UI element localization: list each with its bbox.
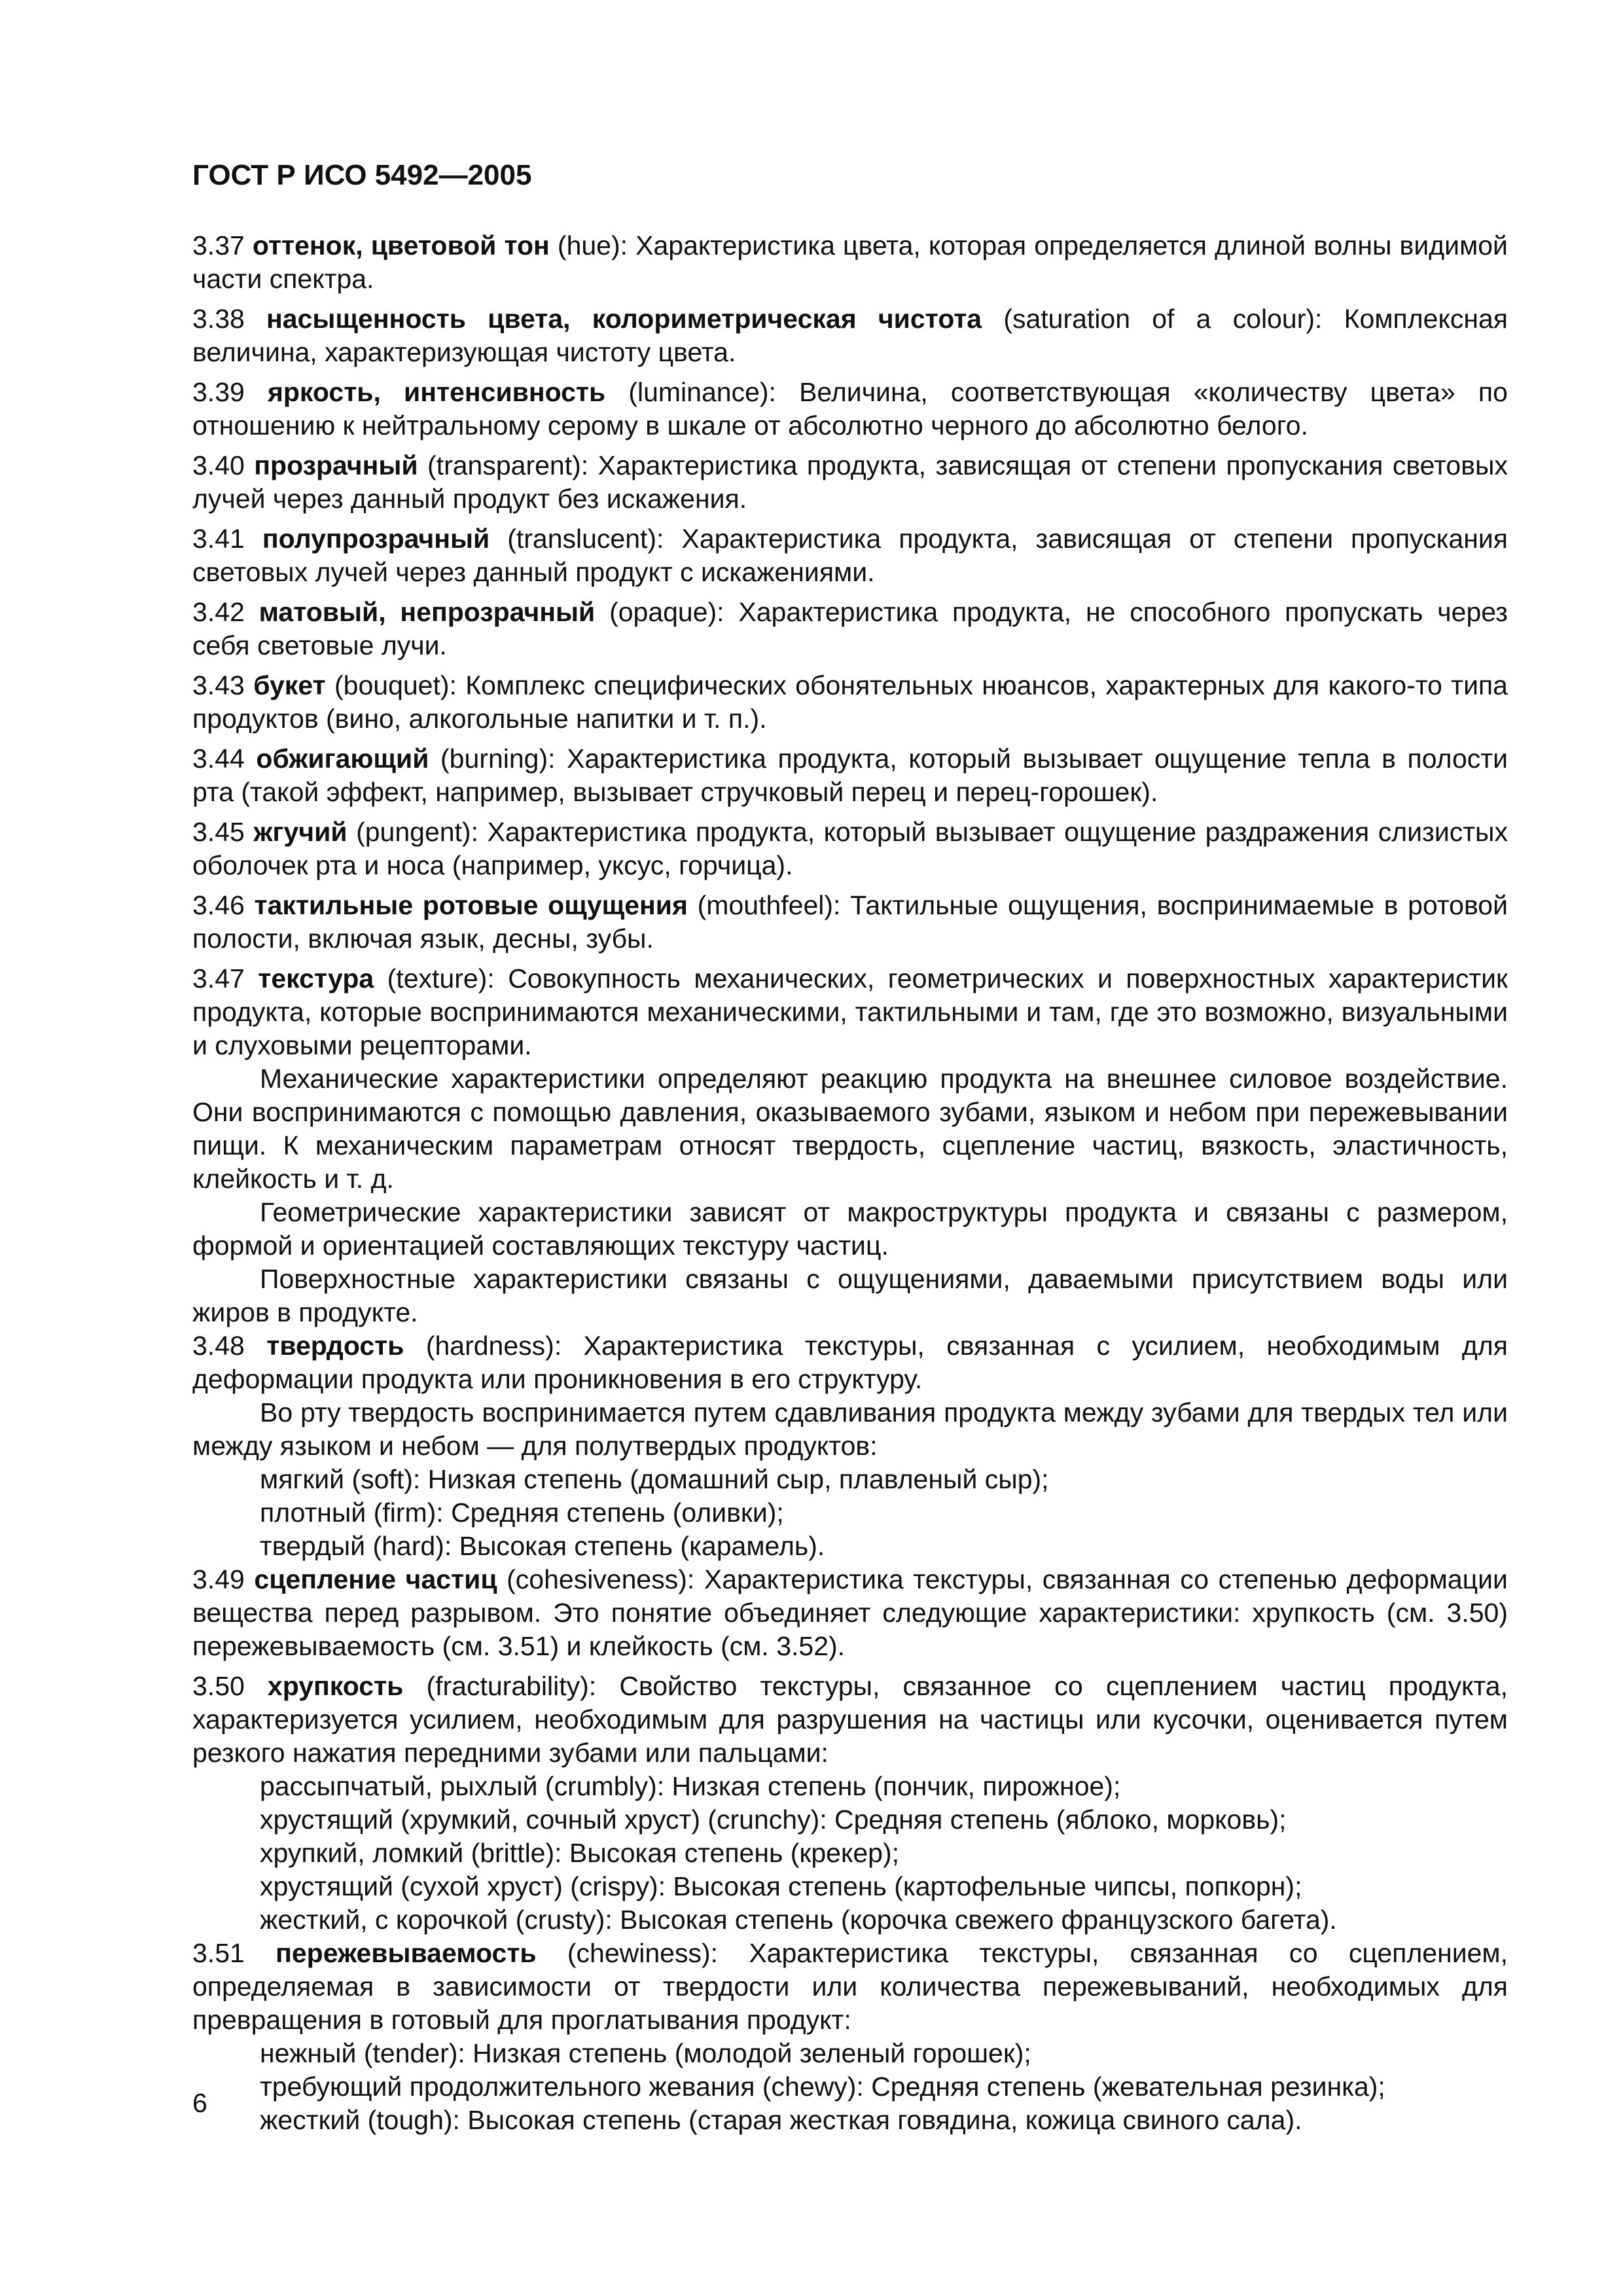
entry-english: (burning):: [440, 744, 556, 774]
entry-number: 3.44: [192, 744, 245, 774]
entry-english: (bouquet):: [334, 670, 457, 700]
list-item: хрустящий (сухой хруст) (crispy): Высокая степень (картофельные чипсы, попкорн);: [260, 1871, 1302, 1901]
texture-mechanical-paragraph: Механические характеристики определяют реакцию продукта на внешнее силовое воздействие. Они воспринимаются с помощью давления, оказываемого зубами, языком и небом при пережевывании пищи. К механическим параметрам относят твердость, сцепление частиц, вязкость, эластичность, клейкость и т. д.: [192, 1064, 1508, 1194]
entry-definition: Тактильные ощущения, воспринимаемые в ротовой полости, включая язык, десны, зубы.: [192, 890, 1508, 954]
list-item: твердый (hard): Высокая степень (карамель).: [260, 1531, 825, 1561]
entry-definition: Совокупность механических, геометрических и поверхностных характеристик продукта, которые воспринимаются механическими, тактильными и там, где это возможно, визуальными и слуховыми рецепторами.: [192, 963, 1508, 1060]
entry-english: (texture):: [387, 963, 495, 994]
entry-3-44: [192, 742, 1508, 809]
entry-number: 3.45: [192, 817, 245, 847]
list-item: жесткий (tough): Высокая степень (старая жесткая говядина, кожица свиного сала).: [260, 2105, 1302, 2135]
entry-3-51: [192, 1937, 1508, 2037]
entry-3-46: [192, 889, 1508, 956]
entry-term: насыщенность цвета, колориметрическая чистота: [266, 304, 982, 334]
entry-number: 3.39: [192, 377, 245, 407]
entry-term: обжигающий: [256, 744, 429, 774]
entry-number: 3.43: [192, 670, 245, 700]
entry-english: (chewiness):: [567, 1938, 719, 1968]
entry-3-50: [192, 1670, 1508, 1770]
entry-definition: Характеристика текстуры, связанная со сцеплением, определяемая в зависимости от твердости или количества пережевываний, необходимых для превращения в готовый для проглатывания продукт:: [192, 1938, 1508, 2035]
entry-term: тактильные ротовые ощущения: [254, 890, 688, 920]
entry-english: (hue):: [557, 230, 628, 260]
document-page: [192, 157, 1508, 2137]
entry-definition: Характеристика продукта, не способного пропускать через себя световые лучи.: [192, 597, 1508, 660]
entry-number: 3.46: [192, 890, 245, 920]
list-item: хрупкий, ломкий (brittle): Высокая степень (крекер);: [260, 1838, 899, 1868]
entry-definition: Характеристика текстуры, связанная с усилием, необходимым для деформации продукта или проникновения в его структуру.: [192, 1331, 1508, 1394]
entry-3-41: [192, 522, 1508, 589]
entry-number: 3.40: [192, 450, 245, 480]
entry-term: букет: [253, 670, 326, 700]
entry-term: хрупкость: [267, 1671, 404, 1701]
entry-term: жгучий: [253, 817, 348, 847]
entry-english: (opaque):: [609, 597, 724, 627]
list-item: плотный (firm): Средняя степень (оливки);: [260, 1498, 784, 1528]
entry-3-49: [192, 1563, 1508, 1663]
entry-english: (hardness):: [425, 1331, 562, 1361]
entry-english: (saturation of a colour):: [1003, 304, 1323, 334]
entry-number: 3.50: [192, 1671, 245, 1701]
entry-term: твердость: [266, 1331, 404, 1361]
entry-term: сцепление частиц: [254, 1564, 497, 1594]
entry-term: пережевываемость: [276, 1938, 537, 1968]
entry-definition: Величина, соответствующая «количеству цвета» по отношению к нейтральному серому в шкале от абсолютно черного до абсолютно белого.: [192, 377, 1508, 440]
entry-3-42: [192, 596, 1508, 662]
entry-term: текстура: [258, 963, 374, 994]
list-item: мягкий (soft): Низкая степень (домашний сыр, плавленый сыр);: [260, 1464, 1049, 1494]
entry-english: (cohesiveness):: [507, 1564, 695, 1594]
entry-3-48: [192, 1329, 1508, 1396]
entry-definition: Характеристика продукта, который вызывает ощущение тепла в полости рта (такой эффект, например, вызывает стручковый перец и перец-горошек).: [192, 744, 1508, 807]
entry-number: 3.49: [192, 1564, 245, 1594]
entry-definition: Комплексная величина, характеризующая чистоту цвета.: [192, 304, 1508, 367]
entry-3-43: [192, 669, 1508, 736]
entry-3-40: [192, 449, 1508, 516]
entry-definition: Характеристика продукта, зависящая от степени пропускания световых лучей через данный продукт с искажениями.: [192, 524, 1508, 587]
texture-surface-paragraph: Поверхностные характеристики связаны с ощущениями, даваемыми присутствием воды или жиров в продукте.: [192, 1264, 1508, 1327]
entry-definition: Характеристика продукта, который вызывает ощущение раздражения слизистых оболочек рта и носа (например, уксус, горчица).: [192, 817, 1508, 880]
entry-3-47: [192, 962, 1508, 1062]
entry-definition: Комплекс специфических обонятельных нюансов, характерных для какого-то типа продуктов (вино, алкогольные напитки и т. п.).: [192, 670, 1508, 734]
entry-3-37: [192, 229, 1508, 296]
entry-number: 3.41: [192, 524, 245, 554]
entry-definition: Свойство текстуры, связанное со сцеплением частиц продукта, характеризуется усилием, необходимым для разрушения на частицы или кусочки, оценивается путем резкого нажатия передними зубами или пальцами:: [192, 1671, 1508, 1768]
list-item: хрустящий (хрумкий, сочный хруст) (crunchy): Средняя степень (яблоко, морковь);: [260, 1804, 1287, 1835]
entry-english: (translucent):: [507, 524, 664, 554]
entry-number: 3.51: [192, 1938, 245, 1968]
entry-number: 3.38: [192, 304, 245, 334]
entry-english: (pungent):: [356, 817, 478, 847]
entry-term: матовый, непрозрачный: [259, 597, 596, 627]
texture-geometric-paragraph: Геометрические характеристики зависят от макроструктуры продукта и связаны с размером, формой и ориентацией составляющих текстуру частиц.: [192, 1197, 1508, 1261]
entry-number: 3.47: [192, 963, 245, 994]
list-item: жесткий, с корочкой (crusty): Высокая степень (корочка свежего французского багета).: [260, 1905, 1337, 1935]
entry-english: (mouthfeel):: [697, 890, 841, 920]
entry-number: 3.42: [192, 597, 245, 627]
entry-term: яркость, интенсивность: [267, 377, 606, 407]
entry-term: оттенок, цветовой тон: [252, 230, 550, 260]
entry-3-39: [192, 376, 1508, 442]
entry-english: (fracturability):: [426, 1671, 597, 1701]
entry-english: (transparent):: [427, 450, 589, 480]
entry-definition: Характеристика продукта, зависящая от степени пропускания световых лучей через данный продукт без искажения.: [192, 450, 1508, 514]
entry-definition: Характеристика цвета, которая определяется длиной волны видимой части спектра.: [192, 230, 1508, 294]
page-number: 6: [192, 2088, 207, 2118]
hardness-paragraph: Во рту твердость воспринимается путем сдавливания продукта между зубами для твердых тел или между языком и небом — для полутвердых продуктов:: [192, 1397, 1508, 1461]
entry-english: (luminance):: [628, 377, 776, 407]
document-header: ГОСТ Р ИСО 5492—2005: [192, 159, 532, 191]
list-item: нежный (tender): Низкая степень (молодой зеленый горошек);: [260, 2038, 1031, 2068]
entry-term: прозрачный: [254, 450, 418, 480]
entry-definition: Характеристика текстуры, связанная со степенью деформации вещества перед разрывом. Это понятие объединяет следующие характеристики: хрупкость (см. 3.50) пережевываемость (см. 3.51) и клейкость (см. 3.52).: [192, 1564, 1508, 1661]
list-item: рассыпчатый, рыхлый (crumbly): Низкая степень (пончик, пирожное);: [260, 1771, 1121, 1801]
entry-3-38: [192, 302, 1508, 369]
entry-number: 3.48: [192, 1331, 245, 1361]
entry-3-45: [192, 816, 1508, 882]
list-item: требующий продолжительного жевания (chewy): Средняя степень (жевательная резинка);: [260, 2072, 1385, 2102]
entry-term: полупрозрачный: [262, 524, 490, 554]
entry-number: 3.37: [192, 230, 245, 260]
